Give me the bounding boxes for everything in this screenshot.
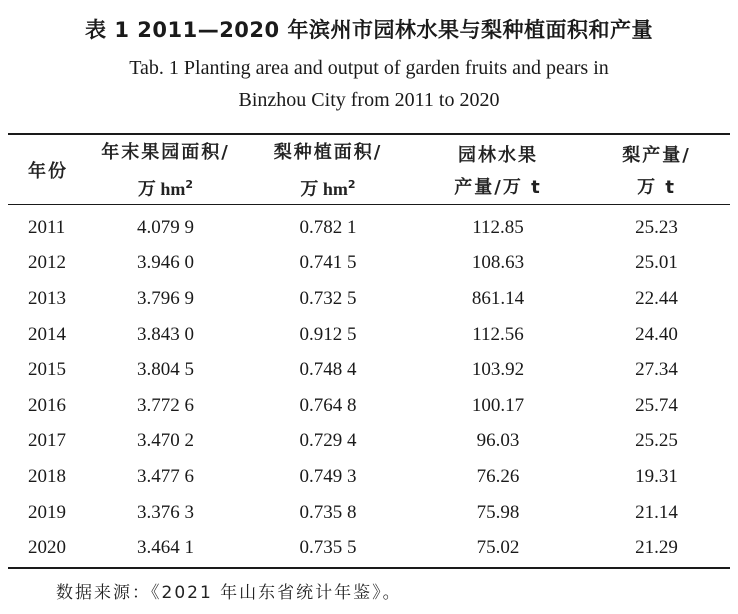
cell-year: 2016	[28, 394, 66, 416]
cell-orchard-area: 3.477 6	[137, 465, 194, 487]
cell-pear-output: 22.44	[635, 287, 678, 309]
cell-year: 2014	[28, 323, 66, 345]
table-row	[8, 317, 730, 353]
cell-fruit-output: 76.26	[476, 465, 520, 487]
cell-pear-output: 21.14	[635, 501, 678, 523]
cell-pear-output: 19.31	[635, 465, 678, 487]
table-header-rule	[8, 204, 730, 205]
caption-english-line-2: Binzhou City from 2011 to 2020	[238, 89, 500, 111]
cell-pear-output: 25.74	[635, 394, 678, 416]
cell-pear-area: 0.782 1	[299, 216, 357, 238]
table-row	[8, 459, 730, 495]
table-caption-chinese: 表 1 2011—2020 年滨州市园林水果与梨种植面积和产量	[85, 18, 653, 42]
cell-year: 2019	[28, 501, 66, 523]
cell-pear-output: 25.01	[635, 252, 678, 274]
cell-year: 2011	[28, 216, 66, 238]
header-pear-output-line-2: 万 t	[637, 176, 676, 198]
table-top-rule	[8, 133, 730, 135]
cell-pear-area: 0.912 5	[299, 323, 357, 345]
cell-orchard-area: 3.946 0	[137, 252, 194, 274]
cell-orchard-area: 3.464 1	[137, 537, 194, 559]
header-row	[8, 137, 730, 206]
header-pear-output-line-1: 梨产量/	[622, 144, 691, 166]
cell-orchard-area: 3.772 6	[137, 394, 194, 416]
cell-pear-output: 25.25	[635, 430, 678, 452]
cell-orchard-area: 3.843 0	[137, 323, 194, 345]
table-row	[8, 352, 730, 388]
header-pear-area-line-2	[243, 169, 413, 206]
table-bottom-rule	[8, 567, 730, 569]
cell-orchard-area: 3.804 5	[137, 359, 194, 381]
cell-pear-area: 0.735 8	[299, 501, 357, 523]
header-pear-area-sup: 2	[347, 178, 356, 191]
cell-pear-area: 0.741 5	[299, 252, 357, 274]
cell-orchard-area: 3.796 9	[137, 287, 194, 309]
header-year-label: 年份	[28, 160, 68, 182]
cell-pear-area: 0.764 8	[299, 394, 357, 416]
cell-fruit-output: 103.92	[471, 359, 525, 381]
cell-pear-area: 0.732 5	[299, 287, 357, 309]
cell-pear-area: 0.749 3	[299, 465, 357, 487]
cell-year: 2012	[28, 252, 66, 274]
cell-pear-output: 27.34	[635, 359, 678, 381]
header-pear-output	[583, 137, 730, 206]
header-year	[8, 137, 88, 206]
cell-year: 2017	[28, 430, 66, 452]
header-orchard-area	[88, 137, 243, 206]
caption-english-line-1: Tab. 1 Planting area and output of garden fruits and pears in	[129, 57, 609, 79]
header-pear-area-unit: 万 hm	[300, 179, 348, 199]
cell-orchard-area: 3.376 3	[137, 501, 194, 523]
table-header	[8, 137, 730, 206]
cell-pear-output: 25.23	[635, 216, 678, 238]
header-orchard-area-unit: 万 hm	[137, 179, 186, 199]
cell-fruit-output: 100.17	[471, 394, 525, 416]
table-footnote: 数据来源：《2021 年山东省统计年鉴》。	[56, 583, 402, 603]
header-orchard-area-sup: 2	[185, 178, 194, 191]
cell-fruit-output: 96.03	[476, 430, 520, 452]
cell-fruit-output: 861.14	[471, 287, 525, 309]
cell-year: 2015	[28, 359, 66, 381]
table-row	[8, 281, 730, 317]
cell-year: 2013	[28, 287, 66, 309]
table-row	[8, 388, 730, 424]
cell-fruit-output: 112.56	[472, 323, 524, 345]
cell-fruit-output: 75.98	[476, 501, 520, 523]
header-orchard-area-line-1: 年末果园面积/	[101, 142, 230, 163]
header-pear-area-line-1: 梨种植面积/	[273, 142, 383, 163]
cell-fruit-output: 112.85	[472, 216, 524, 238]
cell-pear-area: 0.729 4	[299, 430, 357, 452]
header-fruit-output-line-2: 产量/万 t	[454, 176, 542, 198]
header-pear-area	[243, 137, 413, 206]
cell-orchard-area: 3.470 2	[137, 430, 194, 452]
header-fruit-output	[413, 137, 583, 206]
table-caption-english	[0, 52, 738, 116]
cell-pear-output: 24.40	[635, 323, 678, 345]
cell-orchard-area: 4.079 9	[137, 216, 194, 238]
table-body	[8, 210, 730, 566]
table-row	[8, 530, 730, 566]
table-row	[8, 424, 730, 460]
cell-pear-area: 0.735 5	[299, 537, 357, 559]
table-row	[8, 246, 730, 282]
header-fruit-output-line-1: 园林水果	[458, 144, 538, 166]
header-orchard-area-line-2	[88, 169, 243, 206]
table-row	[8, 495, 730, 531]
cell-pear-area: 0.748 4	[299, 359, 357, 381]
cell-year: 2020	[28, 537, 66, 559]
cell-pear-output: 21.29	[635, 537, 678, 559]
table-row	[8, 210, 730, 246]
cell-fruit-output: 108.63	[471, 252, 525, 274]
cell-fruit-output: 75.02	[476, 537, 520, 559]
cell-year: 2018	[28, 465, 66, 487]
